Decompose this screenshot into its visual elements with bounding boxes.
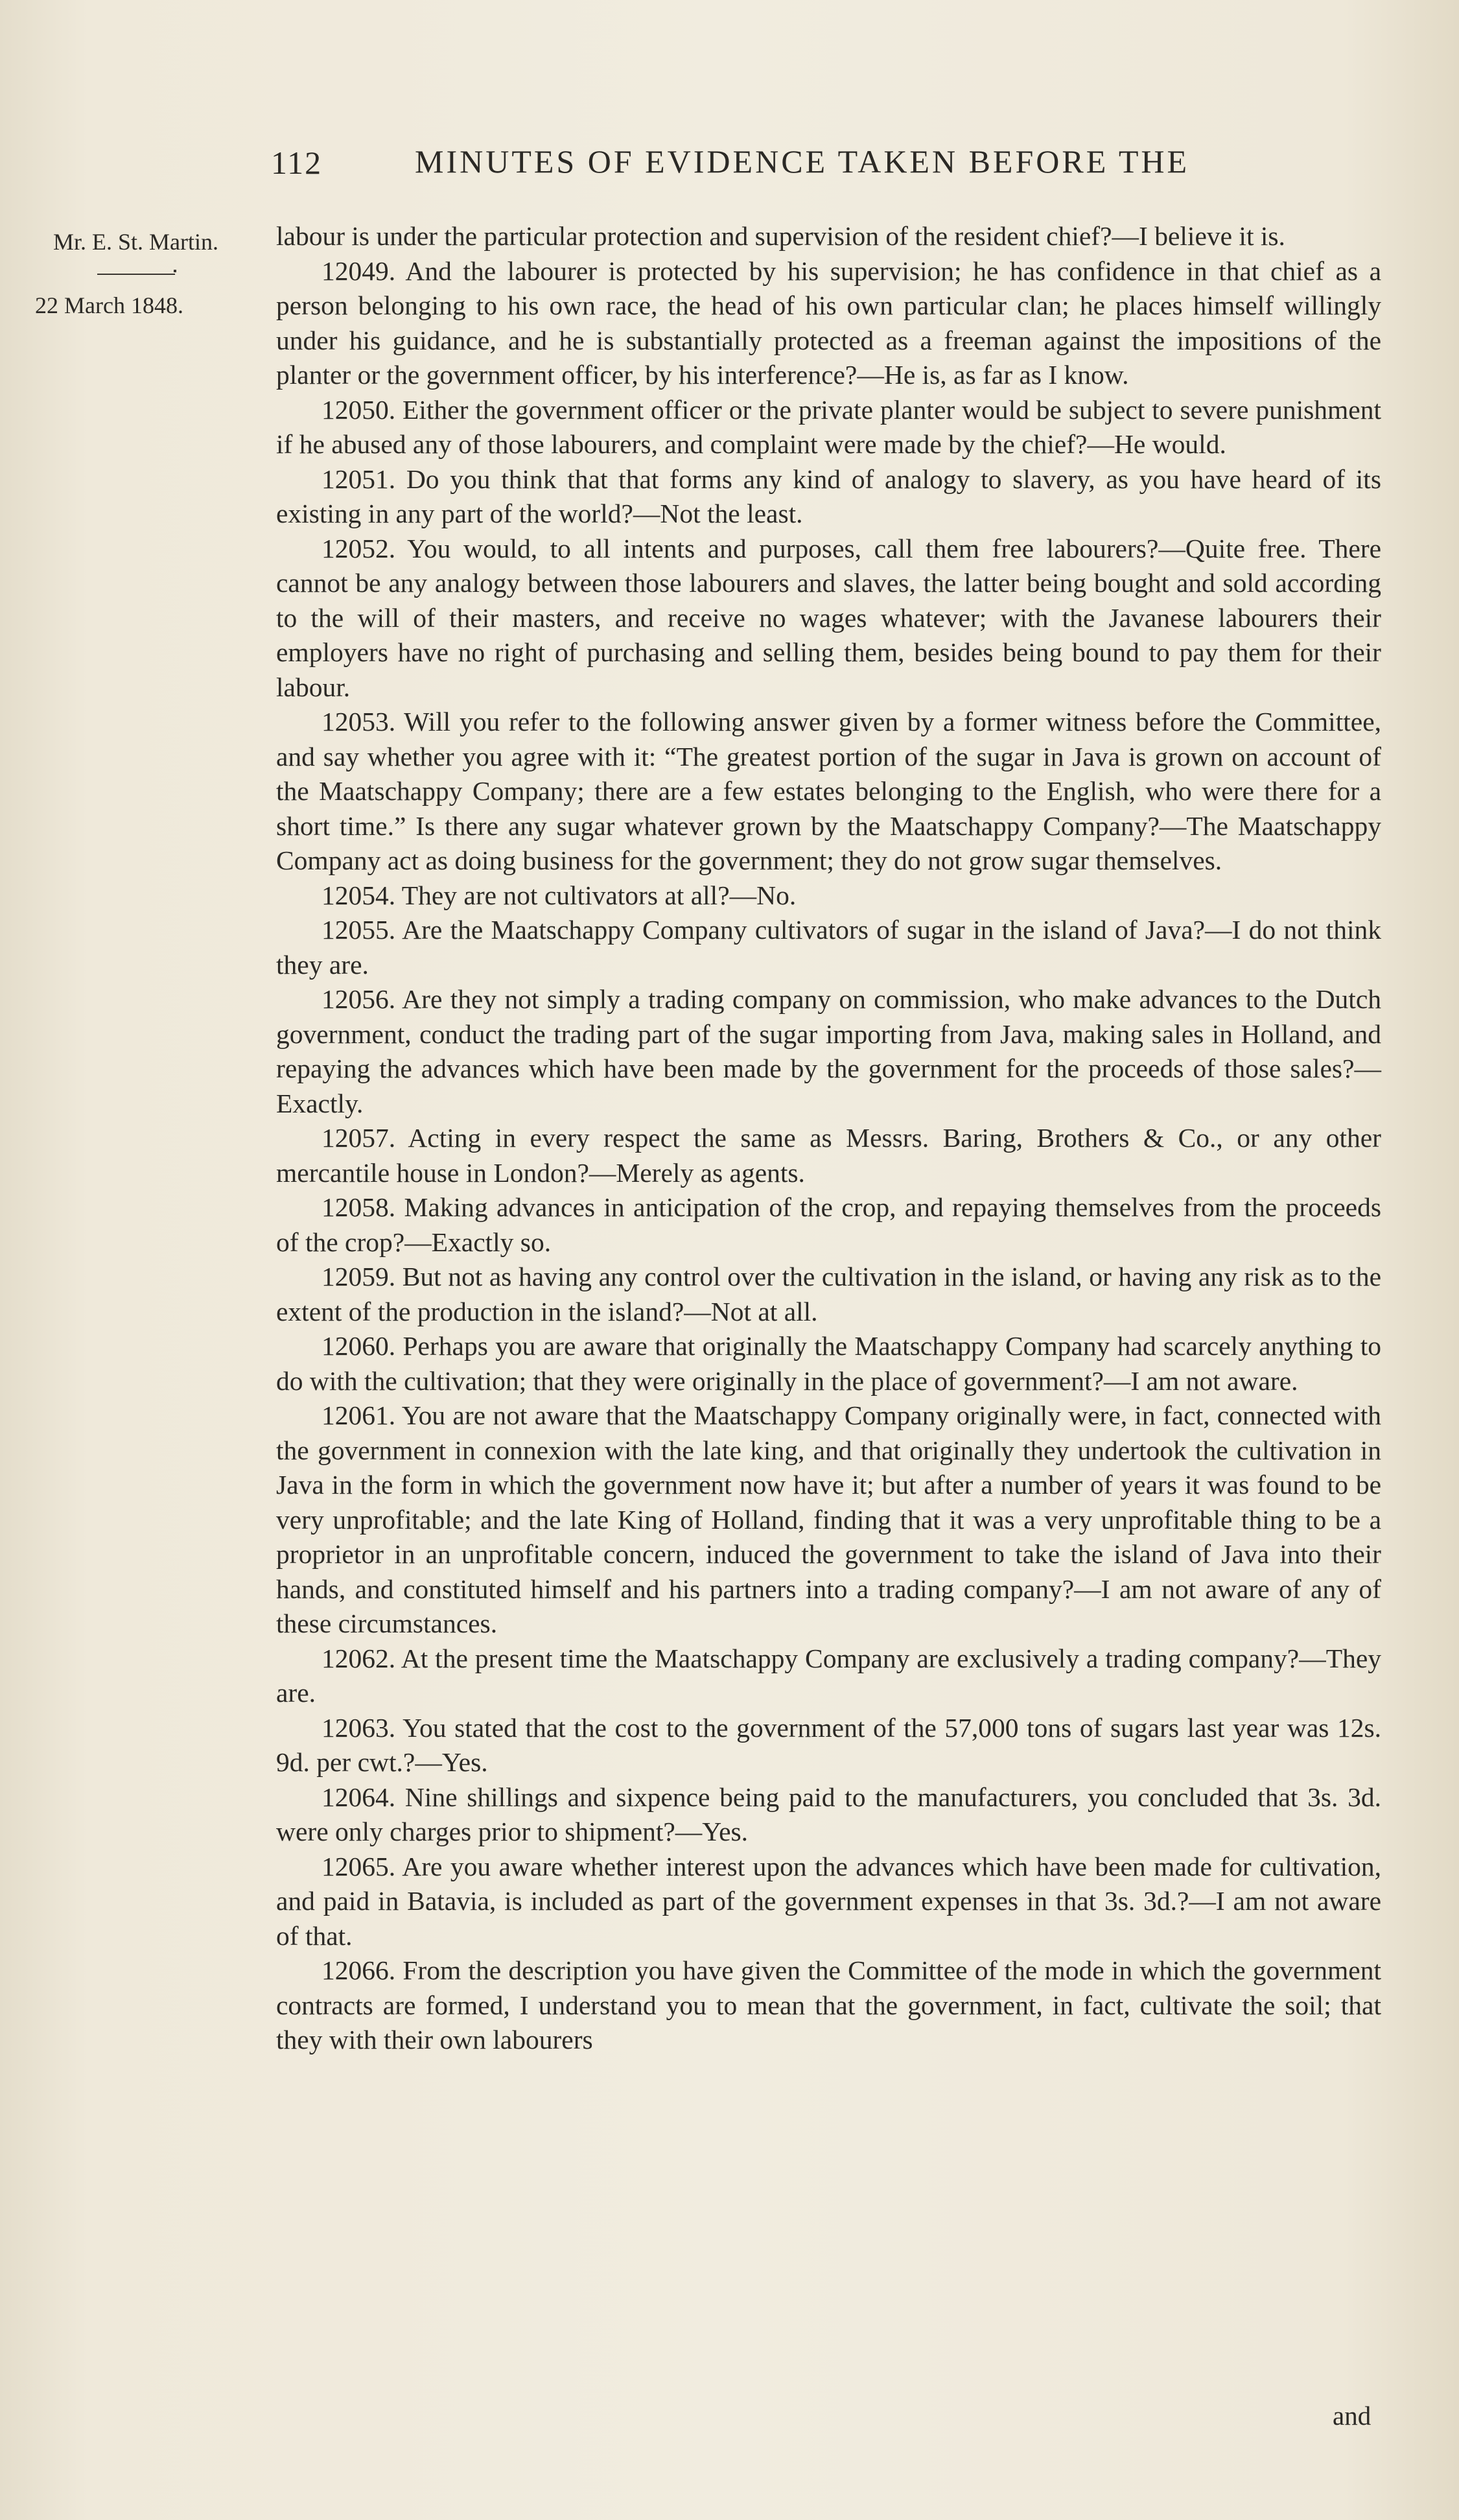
page-number: 112 (271, 145, 323, 181)
paragraph-12050: 12050. Either the government officer or the private planter would be subject to severe punishment if he abused any of those labourers, and complaint were made by the chief?—He would. (276, 394, 1381, 459)
date-margin-note: 22 March 1848. (35, 292, 183, 318)
paragraph-12049: 12049. And the labourer is protected by his supervision; he has confidence in that chief as a person belonging to his own race, the head of his own particular clan; he places himself willingly under his guidance, and he is substantially protected as a freeman against the impositions of the planter or the government officer, by his interference?—He is, as far as I know. (276, 255, 1381, 390)
paragraph-12054: 12054. They are not cultivators at all?—No. (321, 880, 797, 910)
paragraph-12064: 12064. Nine shillings and sixpence being paid to the manufacturers, you concluded that 3s. 3d. were only charges prior to shipment?—Yes. (276, 1782, 1381, 1846)
paragraph-12059: 12059. But not as having any control over the cultivation in the island, or having any risk as to the extent of the production in the island?—Not at all. (276, 1262, 1381, 1326)
witness-name-margin-note: Mr. E. St. Martin. (53, 229, 219, 255)
paragraph-12063: 12063. You stated that the cost to the government of the 57,000 tons of sugars last year was 12s. 9d. per cwt.?—Yes. (276, 1712, 1381, 1777)
paragraph-continuation: labour is under the particular protection and supervision of the resident chief?—I believe it is. (276, 221, 1285, 251)
margin-rule (97, 274, 175, 275)
paragraph-12061: 12061. You are not aware that the Maatschappy Company originally were, in fact, connected with the government in connexion with the late king, and that originally they undertook the cultivation in Java in the form in which the government now have it; but after a number of years it was found to be very unprofitable; and the late King of Holland, finding that it was a very unprofitable thing to be a proprietor in an unprofitable concern, induced the government to take the island of Java into their hands, and constituted himself and his partners into a trading company?—I am not aware of any of these circumstances. (276, 1400, 1381, 1638)
paragraph-12056: 12056. Are they not simply a trading company on commission, who make advances to the Dutch government, conduct the trading part of the sugar importing from Java, making sales in Holland, and repaying the advances which have been made by the government for the proceeds of those sales?—Exactly. (276, 984, 1381, 1118)
paragraph-12057: 12057. Acting in every respect the same as Messrs. Baring, Brothers & Co., or any other mercantile house in London?—Merely as agents. (276, 1123, 1381, 1188)
paragraph-12051: 12051. Do you think that that forms any kind of analogy to slavery, as you have heard of its existing in any part of the world?—Not the least. (276, 464, 1381, 528)
evidence-body (276, 219, 1381, 2058)
paragraph-12062: 12062. At the present time the Maatschappy Company are exclusively a trading company?—They are. (276, 1643, 1381, 1708)
paragraph-12066: 12066. From the description you have given the Committee of the mode in which the government contracts are formed, I understand you to mean that the government, in fact, cultivate the soil; that they with their own labourers (276, 1955, 1381, 2055)
paragraph-12055: 12055. Are the Maatschappy Company cultivators of sugar in the island of Java?—I do not think they are. (276, 915, 1381, 980)
running-head: MINUTES OF EVIDENCE TAKEN BEFORE THE (415, 143, 1190, 180)
paragraph-12060: 12060. Perhaps you are aware that originally the Maatschappy Company had scarcely anything to do with the cultivation; that they were originally in the place of government?—I am not aware. (276, 1331, 1381, 1396)
paragraph-12065: 12065. Are you aware whether interest upon the advances which have been made for cultivation, and paid in Batavia, is included as part of the government expenses in that 3s. 3d.?—I am not aware of that. (276, 1851, 1381, 1951)
paragraph-12052: 12052. You would, to all intents and purposes, call them free labourers?—Quite free. There cannot be any analogy between those labourers and slaves, the latter being bought and sold according to the will of their masters, and receive no wages whatever; with the Javanese labourers their employers have no right of purchasing and selling them, besides being bound to pay them for their labour. (276, 533, 1381, 702)
paragraph-12058: 12058. Making advances in anticipation of the crop, and repaying themselves from the proceeds of the crop?—Exactly so. (276, 1192, 1381, 1257)
margin-rule-dot (174, 270, 176, 272)
paragraph-12053: 12053. Will you refer to the following answer given by a former witness before the Committee, and say whether you agree with it: “The greatest portion of the sugar in Java is grown on account of the Maatschappy Company; there are a few estates belonging to the English, who were there for a short time.” Is there any sugar whatever grown by the Maatschappy Company?—The Maatschappy Company act as doing business for the government; they do not grow sugar themselves. (276, 707, 1381, 875)
catchword: and (1333, 2401, 1371, 2431)
